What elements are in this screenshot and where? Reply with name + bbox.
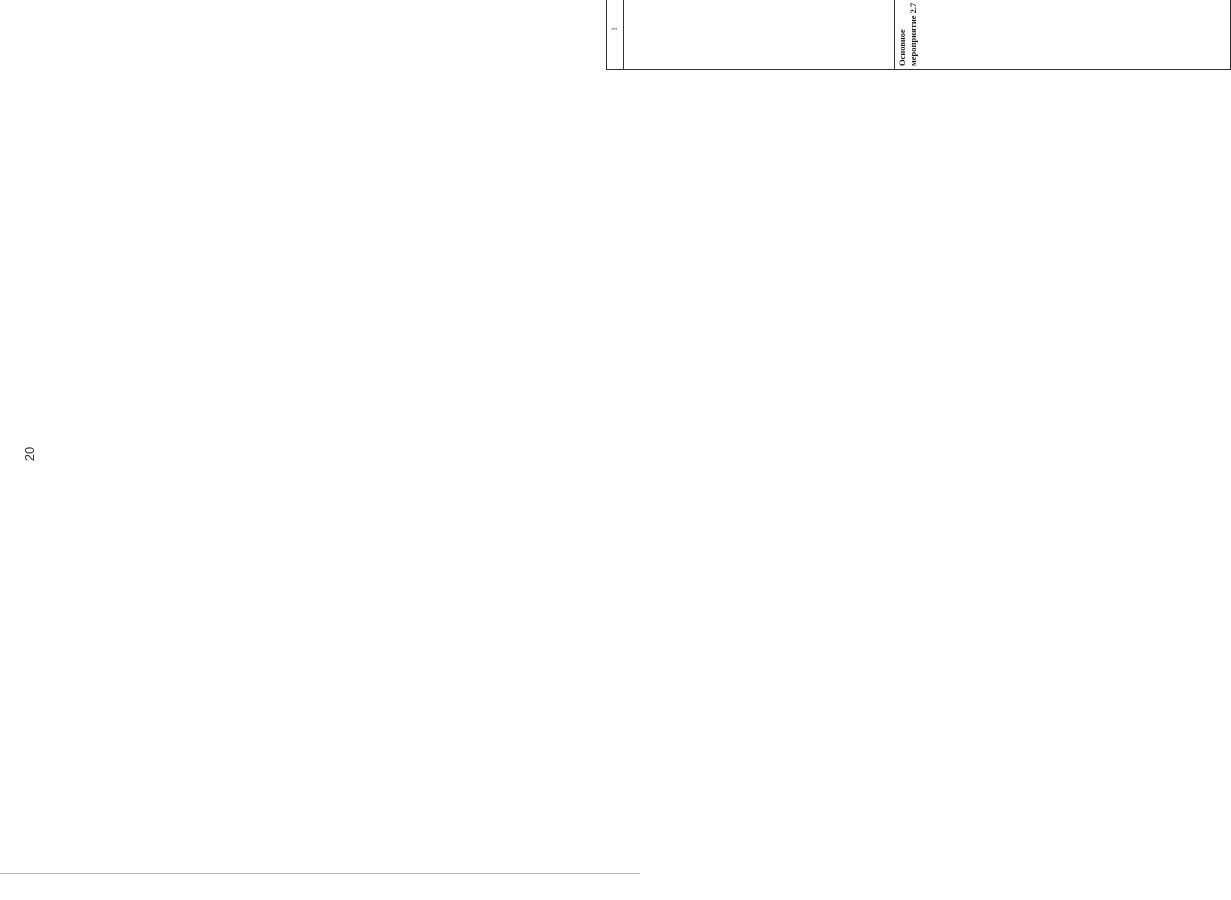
table-row: [894, 0, 910, 70]
continued-code-cell: [624, 0, 895, 70]
page-footer-line: [0, 873, 640, 874]
table-row: [624, 0, 698, 70]
measure-code: Основное мероприятие 2.7: [894, 0, 1230, 70]
rotated-table-container: [606, 0, 1146, 70]
page-number: 20: [22, 446, 37, 462]
table-header-row: [607, 0, 624, 70]
header-col-1: 1: [607, 0, 624, 70]
budget-table: [606, 0, 1231, 70]
